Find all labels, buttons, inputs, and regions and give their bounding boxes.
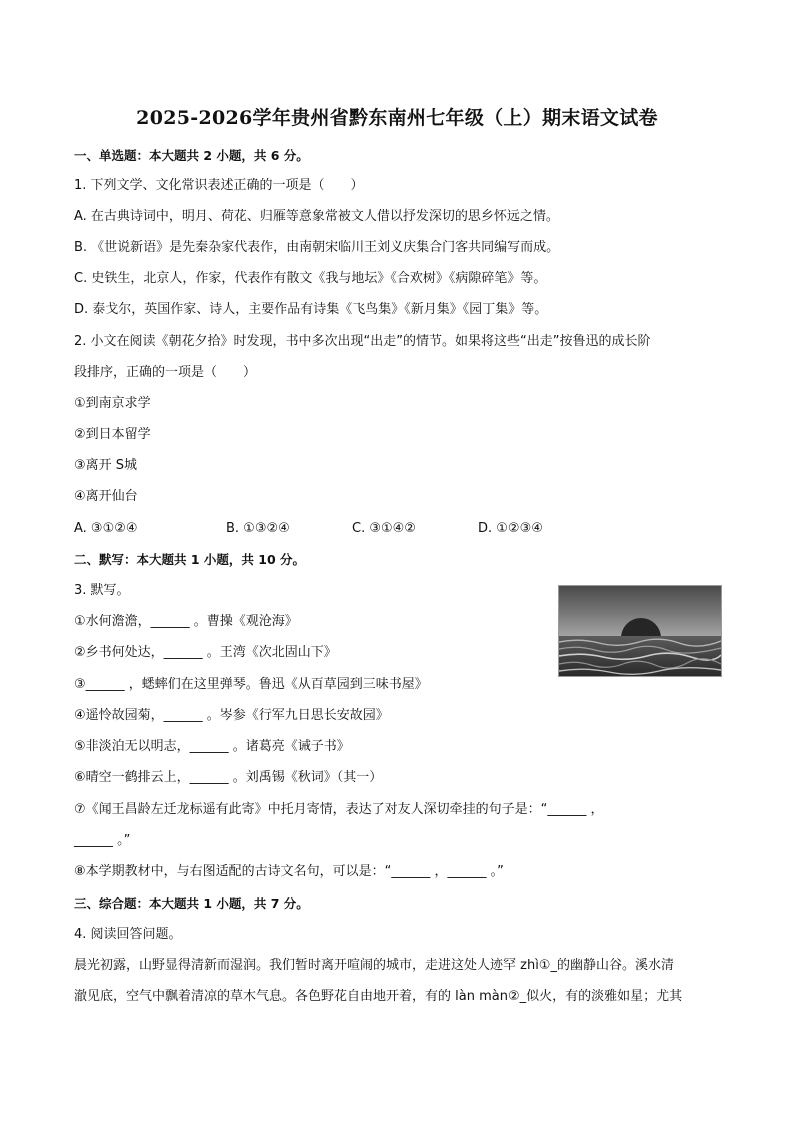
q1-option-a: A. 在古典诗词中，明月、荷花、归雁等意象常被文人借以抒发深切的思乡怀远之情。: [74, 209, 559, 224]
q2-item-4: ④离开仙台: [74, 489, 138, 504]
q2-stem-line2: 段排序，正确的一项是（ ）: [74, 365, 257, 380]
section-heading-dictation: 二、默写：本大题共 1 小题，共 10 分。: [74, 552, 306, 567]
q3-stem: 3. 默写。: [74, 583, 130, 598]
q4-stem: 4. 阅读回答问题。: [74, 927, 182, 942]
q1-option-c: C. 史铁生，北京人，作家，代表作有散文《我与地坛》《合欢树》《病隙碎笔》等。: [74, 271, 547, 286]
q1-stem: 1. 下列文学、文化常识表述正确的一项是（ ）: [74, 178, 364, 193]
q3-line-7a: ⑦《闻王昌龄左迁龙标遥有此寄》中托月寄情，表达了对友人深切牵挂的句子是：“______ ，: [74, 802, 604, 817]
section-heading-comprehensive: 三、综合题：本大题共 1 小题，共 7 分。: [74, 896, 309, 911]
q4-passage-line-2: 澈见底，空气中飘着清凉的草木气息。各色野花自由地开着，有的 làn màn②_似火，有的淡雅如星；尤其: [74, 989, 683, 1004]
q3-line-3: ③______ ，蟋蟀们在这里弹琴。鲁迅《从百草园到三味书屋》: [74, 677, 428, 692]
q2-option-d: D. ①②③④: [478, 521, 543, 536]
q3-line-2: ②乡书何处达，______ 。王湾《次北固山下》: [74, 645, 337, 660]
q3-line-6: ⑥晴空一鹤排云上，______ 。刘禹锡《秋词》（其一）: [74, 770, 383, 785]
q2-item-1: ①到南京求学: [74, 396, 151, 411]
q2-item-2: ②到日本留学: [74, 427, 151, 442]
q3-line-7b: ______ 。”: [74, 833, 131, 848]
q3-line-8: ⑧本学期教材中，与右图适配的古诗文名句，可以是：“______ ，______ 。”: [74, 864, 504, 879]
q4-passage-line-1: 晨光初露，山野显得清新而湿润。我们暂时离开喧闹的城市，走进这处人迹罕 zhì①_的幽静山谷。溪水清: [74, 958, 674, 973]
section-heading-single-choice: 一、单选题：本大题共 2 小题，共 6 分。: [74, 148, 309, 163]
q2-option-c: C. ③①④②: [352, 521, 416, 536]
q3-line-4: ④遥怜故园菊，______ 。岑参《行军九日思长安故园》: [74, 708, 389, 723]
q3-line-1: ①水何澹澹，______ 。曹操《观沧海》: [74, 614, 298, 629]
q1-option-b: B. 《世说新语》是先秦杂家代表作，由南朝宋临川王刘义庆集合门客共同编写而成。: [74, 240, 560, 255]
q2-option-b: B. ①③②④: [226, 521, 290, 536]
q1-option-d: D. 泰戈尔，英国作家、诗人，主要作品有诗集《飞鸟集》《新月集》《园丁集》等。: [74, 302, 548, 317]
q2-item-3: ③离开 S城: [74, 458, 138, 473]
q2-stem-line1: 2. 小文在阅读《朝花夕拾》时发现，书中多次出现“出走”的情节。如果将这些“出走”按鲁迅的成长阶: [74, 334, 651, 349]
q2-option-a: A. ③①②④: [74, 521, 138, 536]
sunrise-over-sea-photo: [558, 585, 722, 677]
page-title: 2025-2026学年贵州省黔东南州七年级（上）期末语文试卷: [136, 107, 658, 129]
q3-line-5: ⑤非淡泊无以明志，______ 。诸葛亮《诫子书》: [74, 739, 350, 754]
